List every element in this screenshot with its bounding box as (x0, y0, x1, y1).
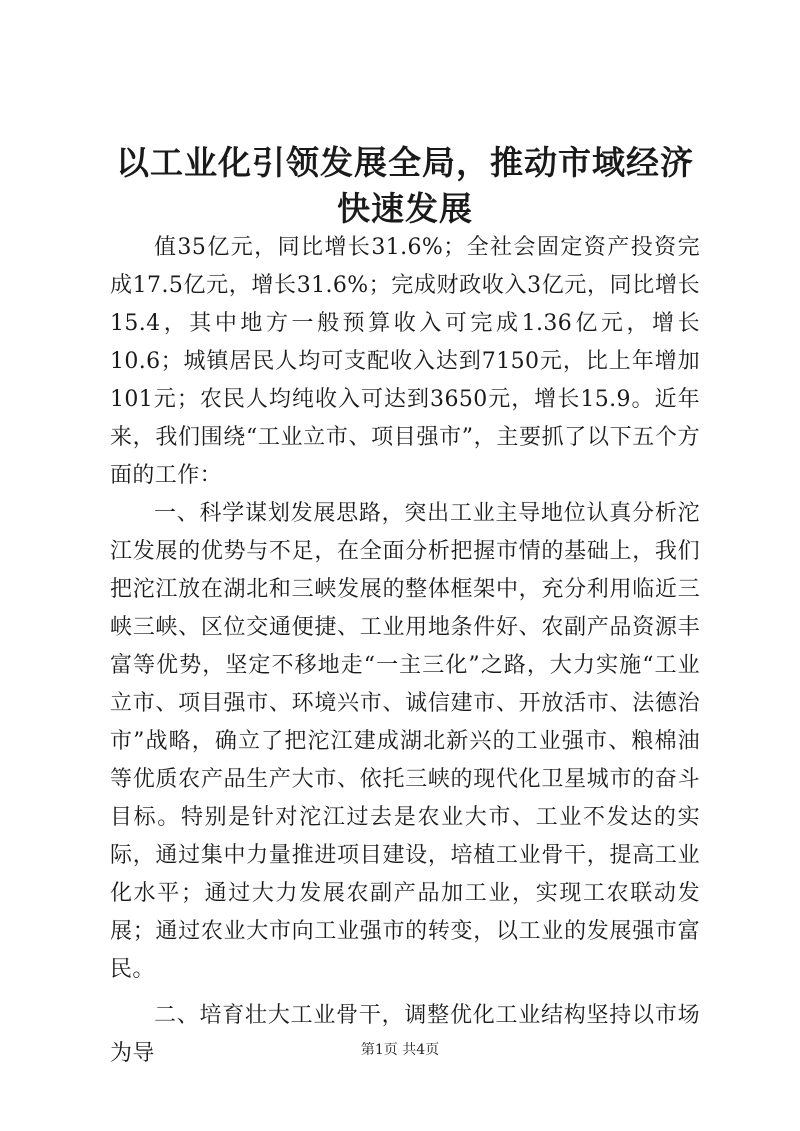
paragraph-3: 二、培育壮大工业骨干，调整优化工业结构坚持以市场为导 (110, 1003, 700, 1066)
paragraph-1: 值35亿元，同比增长31.6%；全社会固定资产投资完成17.5亿元，增长31.6%；完成财政收入3亿元，同比增长15.4，其中地方一般预算收入可完成1.36亿元，增长10.6；城镇居民人均可支配收入达到7150元，比上年增加101元；农民人均纯收入可达到3650元，增长15.9。近年来，我们围绕“工业立市、项目强市”，主要抓了以下五个方面的工作： (110, 235, 700, 488)
paragraph-2: 一、科学谋划发展思路，突出工业主导地位认真分析沱江发展的优势与不足，在全面分析把握市情的基础上，我们把沱江放在湖北和三峡发展的整体框架中，充分利用临近三峡三峡、区位交通便捷、工业用地条件好、农副产品资源丰富等优势，坚定不移地走“一主三化”之路，大力实施“工业立市、项目强市、环境兴市、诚信建市、开放活市、法德治市”战略，确立了把沱江建成湖北新兴的工业强市、粮棉油等优质农产品生产大市、依托三峡的现代化卫星城市的奋斗目标。特别是针对沱江过去是农业大市、工业不发达的实际，通过集中力量推进项目建设，培植工业骨干，提高工业化水平；通过大力发展农副产品加工业，实现工农联动发展；通过农业大市向工业强市的转变，以工业的发展强市富民。 (110, 501, 700, 982)
document-title: 以工业化引领发展全局，推动市域经济快速发展 (116, 143, 694, 228)
document-body (110, 229, 700, 1073)
page-number-footer: 第1页 共4页 (360, 1042, 440, 1058)
